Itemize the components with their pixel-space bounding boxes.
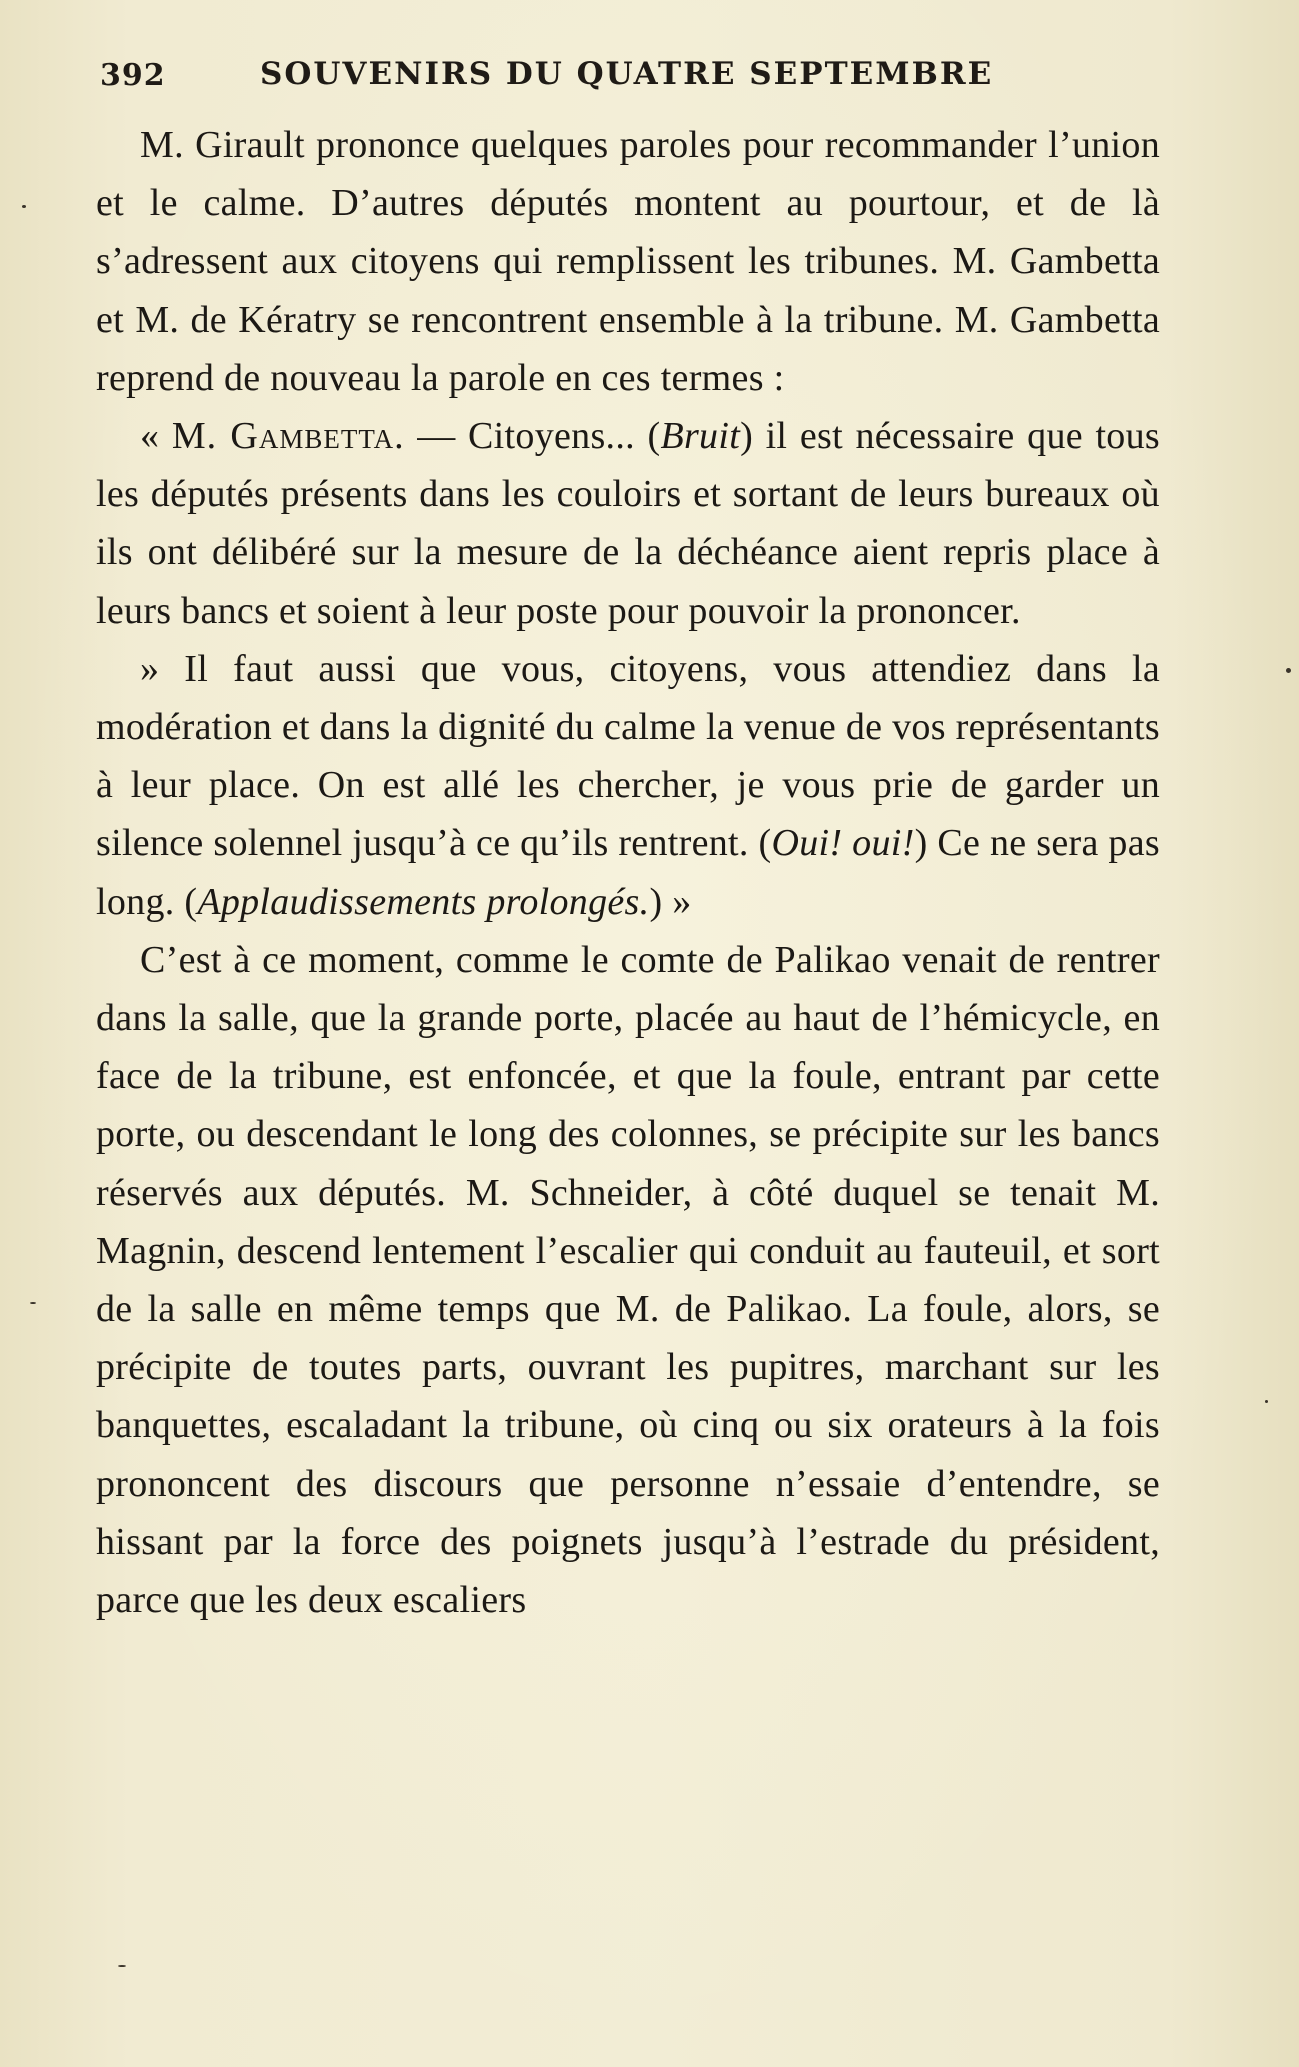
paragraph-4: C’est à ce moment, comme le comte de Palikao venait de rentrer dans la salle, que la grande porte, placée au haut de l’hémicycle, en face de la tribune, est enfoncée, et que la foule, entrant par cette porte, ou descendant le long des colonnes, se précipite sur les bancs réservés aux députés. M. Schneider, à côté duquel se tenait M. Magnin, descend lentement l’escalier qui conduit au fauteuil, et sort de la salle en même temps que M. de Palikao. La foule, alors, se précipite de toutes parts, ouvrant les pupitres, marchant sur les banquettes, escaladant la tribune, où cinq ou six orateurs à la fois prononcent des discours que personne n’essaie d’entendre, se hissant par la force des poignets jusqu’à l’estrade du président, parce que les deux escaliers (96, 938, 1160, 1622)
stage-direction-oui: Oui! oui! (771, 822, 915, 865)
paper-speck (1265, 1400, 1268, 1403)
paper-speck (118, 1965, 126, 1967)
paragraph-2 (96, 407, 1160, 640)
speech-end: ) » (649, 880, 692, 923)
page-number: 392 (100, 58, 166, 93)
paper-speck (30, 1302, 36, 1304)
paragraph-3 (96, 640, 1160, 931)
page-header (100, 52, 1200, 112)
speaker-name: M. Gambetta. (171, 415, 405, 458)
paper-speck (1286, 668, 1291, 673)
body-text (96, 116, 1160, 1629)
running-title: SOUVENIRS DU QUATRE SEPTEMBRE (260, 56, 994, 92)
paper-speck (22, 205, 26, 208)
speech-continued: » Il faut aussi que vous, citoyens, vous attendiez dans la modération et dans la dignité du calme la venue de vos représentants à leur place. On est allé les chercher, je vous prie de garder un silence solennel jusqu’à ce qu’ils rentrent. ( (96, 647, 1160, 865)
speech-middle: ) Ce ne sera pas long. ( (96, 822, 1160, 923)
speech-rest: ) il est nécessaire que tous les députés présents dans les couloirs et sortant de leurs bureaux où ils ont délibéré sur la mesure de la déchéance aient repris place à leurs bancs et soient à leur poste pour pouvoir la prononcer. (96, 415, 1160, 632)
speech-start: — Citoyens... ( (404, 415, 661, 458)
stage-direction-noise: Bruit (660, 415, 741, 458)
open-quote: « (140, 415, 172, 458)
stage-direction-applause: Applaudissements prolongés. (197, 880, 650, 923)
paragraph-1: M. Girault prononce quelques paroles pour recommander l’union et le calme. D’autres députés montent au pourtour, et de là s’adressent aux citoyens qui remplissent les tribunes. M. Gambetta et M. de Kératry se rencontrent ensemble à la tribune. M. Gambetta reprend de nouveau la parole en ces termes : (96, 124, 1160, 399)
